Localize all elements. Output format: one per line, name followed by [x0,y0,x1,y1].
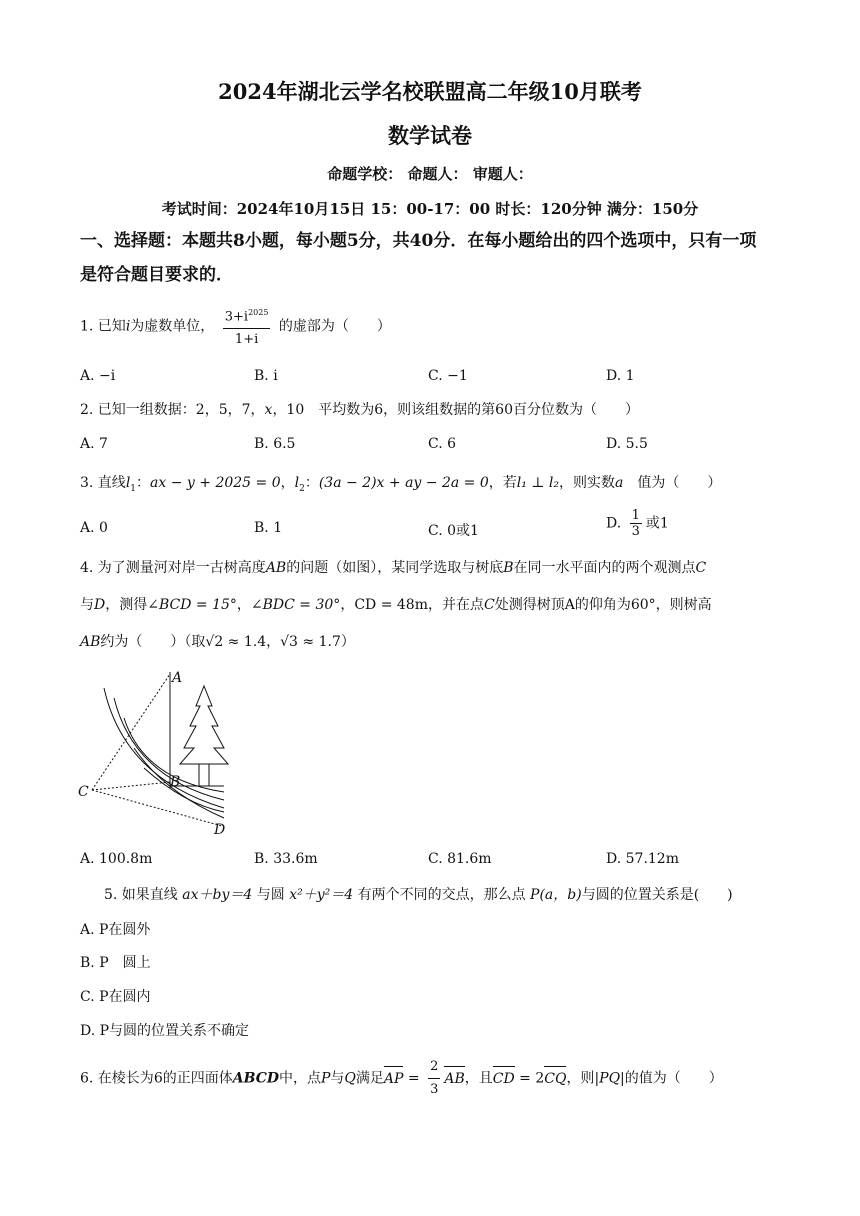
question-4-line2 [80,594,800,616]
q6-b: 的正四面体 [162,1070,233,1087]
q4-l2c: ， [236,597,251,613]
question-3 [80,472,800,500]
q4-sqrt2: √2 ≈ 1.4 [205,634,267,650]
q3-p6: ，则实数 [559,475,616,491]
q6-fraction [428,1056,440,1101]
q5-c: 有两个不同的交点，那么点 [353,887,531,903]
q6-frac-den: 3 [430,1082,439,1097]
section-heading-line2: 是符合题目要求的． [80,265,233,285]
q5-option-d: D. P与圆的位置关系不确定 [80,1023,250,1039]
q2-text: 2. 已知一组数据：2，5，7， [80,402,265,418]
q4-l1a: 4. 为了测量河对岸一古树高度 [80,560,266,576]
q3-option-d-prefix: D. [606,515,622,532]
proposers-line: 命题学校： 命题人： 审题人： [327,165,533,183]
exam-title: 2024年湖北云学名校联盟高二年级10月联考 [218,79,642,104]
q5-option-b: B. P 圆上 [80,955,151,971]
q4-option-b: B. 33.6m [254,851,318,867]
question-1 [80,302,800,351]
q3-perp: l₁ ⊥ l₂ [516,475,560,491]
q4-l1c: 在同一水平面内的两个观测点 [513,560,696,576]
question-4-line1 [80,557,800,579]
q6-frac-num: 2 [428,1056,440,1079]
q3-option-d-num: 1 [631,508,640,523]
q1-frac-sup: 2025 [248,308,269,317]
q4-b: B [503,560,514,576]
q6-cd: CD [493,1068,515,1090]
q3-option-b: B. 1 [254,520,283,536]
q1-mid: 为虚数单位， [130,318,215,335]
q2-option-d: D. 5.5 [606,436,648,452]
fig-label-c: C [78,784,89,800]
q4-l2b: ，测得 [105,597,148,613]
q3-option-c: C. 0或1 [428,523,479,539]
q4-d: D [94,597,106,613]
q4-l3a: 约为（ ）（取 [100,634,206,650]
q4-l3c: ） [340,634,355,650]
q4-ab: AB [265,560,287,576]
q5-option-c: C. P在圆内 [80,989,151,1005]
q4-l2e: ，并在点 [427,597,484,613]
q4-l2a: 与 [80,597,94,613]
question-5 [104,884,824,906]
question-6 [80,1056,800,1101]
tree-river-figure [74,668,244,838]
q3-l2-sub: 2 [299,483,305,494]
q6-cq: CQ [544,1068,566,1090]
q4-l3b: ， [266,634,281,650]
q4-ang1: ∠BCD = 15° [147,597,237,613]
q3-p4: ： [304,475,319,491]
fig-label-b: B [170,774,181,790]
q1-option-c: C. −1 [428,368,468,384]
q4-l2g: ，则树高 [655,597,712,613]
q5-pt: P(a，b) [530,887,582,903]
q1-frac-num: 3+i [224,309,249,325]
question-2 [80,399,800,421]
q3-p5: ，若 [488,475,517,491]
q3-p2: ： [136,475,151,491]
tree-icon [180,686,228,786]
q1-option-b: B. i [254,368,278,384]
q5-eq1: ax＋by＝4 [182,887,253,903]
q3-l1: l [125,475,131,491]
q1-fraction [223,302,271,351]
q3-option-d-suffix: 或1 [645,515,669,532]
q2-text2: ，10 平均数为6，则该组数据的第60百分位数为（ ） [272,402,639,418]
q6-c: 中，点 [278,1070,321,1087]
q1-i: i [125,318,131,335]
q4-ab2: AB [80,634,101,650]
q4-cd: CD = 48m [354,597,428,613]
q3-option-d-fraction [630,508,642,539]
exam-subject: 数学试卷 [388,123,472,148]
q4-l2d: ， [340,597,355,613]
q5-a: 5. 如果直线 [104,887,183,903]
q6-g: ，则 [566,1070,595,1087]
q6-e: 满足 [355,1070,384,1087]
q1-frac-den: 1+i [234,332,259,348]
q3-l1-sub: 1 [130,483,137,494]
q4-c: C [695,560,707,576]
section-heading [80,224,790,292]
fig-label-d: D [214,822,226,838]
q4-c2: C [483,597,495,613]
q4-sqrt3: √3 ≈ 1.7 [280,634,341,650]
q2-option-c: C. 6 [428,436,457,452]
q1-option-a: A. −i [80,368,116,384]
q3-eq2: (3a − 2)x + ay − 2a = 0 [318,475,489,491]
q6-p: P [320,1070,331,1087]
q4-ang3: 60° [630,597,656,613]
q3-p1: 3. 直线 [80,475,126,491]
q6-ab: AB [444,1068,464,1090]
question-4-line3 [80,631,800,653]
q6-a: 6. 在棱长为 [80,1070,154,1087]
q2-option-b: B. 6.5 [254,436,296,452]
q3-p3: ， [280,475,295,491]
q3-option-d [606,508,669,539]
q4-l1b: 的问题（如图），某同学选取与树底 [286,560,504,576]
q3-p7: 值为（ ） [623,475,722,491]
section-heading-line1: 一、选择题：本题共8小题，每小题5分，共40分．在每小题给出的四个选项中，只有一项 [80,231,757,251]
q6-h: 的值为（ ） [624,1070,723,1087]
q1-prefix: 1. 已知 [80,318,126,335]
q4-option-c: C. 81.6m [428,851,492,867]
q6-eq2: = 2 [514,1070,545,1087]
q6-ap: AP [384,1068,404,1090]
fig-label-a: A [172,670,183,686]
q4-ang2: ∠BDC = 30° [250,597,341,613]
q6-d: 与 [330,1070,345,1087]
q1-option-d: D. 1 [606,368,635,384]
q3-option-a: A. 0 [80,520,108,536]
q3-option-d-den: 3 [631,524,640,539]
q6-q: Q [344,1070,356,1087]
q3-a: a [615,475,624,491]
q6-f: ，且 [464,1070,493,1087]
q6-six: 6 [153,1070,163,1087]
q2-option-a: A. 7 [80,436,108,452]
q6-eq: = [403,1070,425,1087]
q6-abcd: ABCD [232,1070,279,1087]
q5-d: 与圆的位置关系是( ) [581,887,733,903]
q2-x: x [264,402,273,418]
q5-b: 与圆 [252,887,290,903]
q4-option-d: D. 57.12m [606,851,679,867]
q6-pq: |PQ| [594,1070,625,1087]
q5-eq2: x²＋y²＝4 [289,887,354,903]
q4-option-a: A. 100.8m [80,851,153,867]
q4-l2f: 处测得树顶A的仰角为 [494,597,631,613]
exam-info-line: 考试时间：2024年10月15日 15：00-17：00 时长：120分钟 满分：150分 [161,200,699,218]
q3-l2: l [294,475,300,491]
q1-suffix: 的虚部为（ ） [278,318,391,335]
q5-option-a: A. P在圆外 [80,922,151,938]
q3-eq1: ax − y + 2025 = 0 [150,475,281,491]
